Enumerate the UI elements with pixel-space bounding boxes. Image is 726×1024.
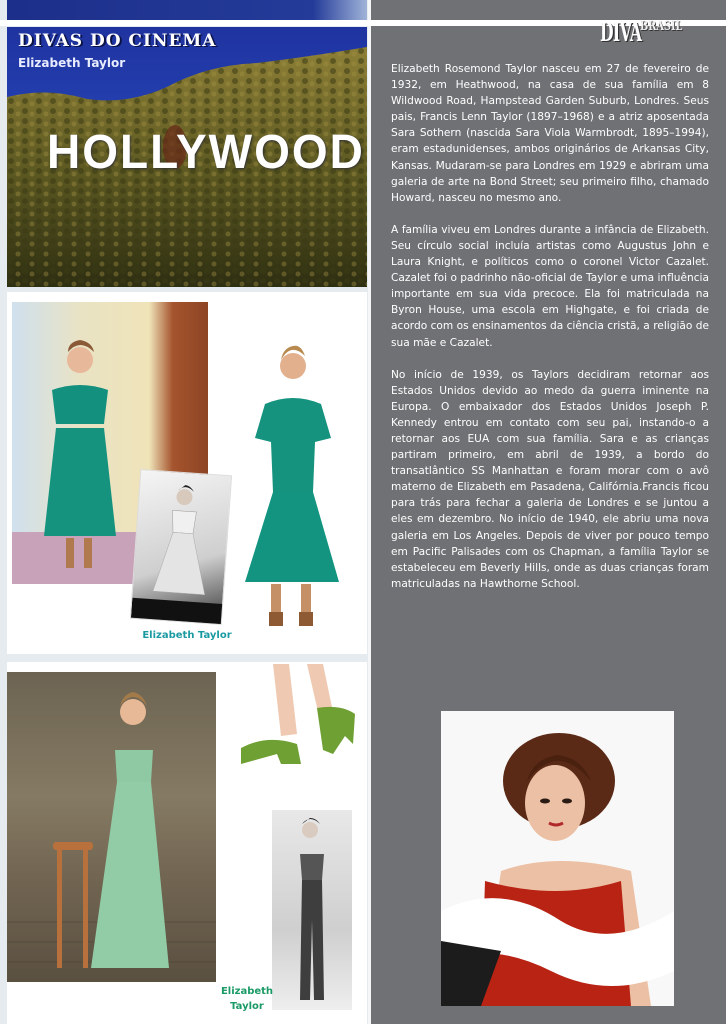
hollywood-sign: HOLLYWOOD: [47, 123, 365, 179]
outfit-panel-green: [7, 662, 367, 1024]
caption-line-1: Elizabeth: [220, 986, 274, 997]
article-paragraph: Elizabeth Rosemond Taylor nasceu em 27 de fevereiro de 1932, em Heathwood, na casa de sua família em 8 Wildwood Road, Hampstead Garden Suburb, Londres. Seus pais, Francis Lenn Taylor (1897–1968) e a atriz aposentada Sara Sothern (nascida Sara Viola Warmbrodt, 1895–1994), eram estadunidenses, ambos originários de Arkansas City, Kansas. Mudaram-se para Londres em 1929 e abriram uma galeria de arte na Bond Street; seu primeiro filho, chamado Howard, nasceu no mesmo ano.: [391, 63, 709, 204]
outfit-panel-teal: [7, 292, 367, 654]
model-figure-green: [7, 672, 216, 982]
vintage-jumpsuit-figure: [272, 810, 352, 1010]
article-paragraph: A família viveu em Londres durante a infância de Elizabeth. Seu círculo social incluía artistas como Augustus John e Laura Knight, e políticos como o coronel Victor Cazalet. Cazalet foi o padrinho não-oficial de Taylor e uma influência importante em sua vida precoce. Ela foi matriculada na Byron House, uma escola em Highgate, e foi criada de acordo com os ensinamentos da ciência cristã, a religião de sua mãe e Cazalet.: [391, 223, 709, 349]
hollywood-hero-image: [7, 27, 367, 287]
model-figure-back: [235, 342, 347, 642]
diva-brasil-logo: [600, 18, 700, 54]
vintage-white-dress-photo: [130, 469, 232, 625]
caption-line-2: Taylor: [230, 1001, 264, 1012]
portrait-illustration: [441, 711, 674, 1006]
elizabeth-taylor-portrait: [441, 711, 674, 1006]
logo-diva-text: DIVA: [600, 18, 642, 48]
photo-caption-2: [212, 984, 282, 1014]
green-platform-sandals-photo: [237, 664, 362, 779]
logo-brasil-text: BRASIL: [640, 19, 683, 34]
section-title: DIVAS DO CINEMA: [18, 31, 217, 51]
green-dress-photo: [7, 672, 216, 982]
vintage-jumpsuit-photo: [272, 810, 352, 1010]
sandals-illustration: [237, 664, 362, 779]
column-divider: [368, 0, 371, 1024]
article-paragraph: No início de 1939, os Taylors decidiram retornar aos Estados Unidos devido ao medo da guerra iminente na Europa. O embaixador dos Estados Unidos Joseph P. Kennedy entrou em contato com seu pai, instando-o a retornar aos EUA com sua família. Sara e as crianças partiram primeiro, em abril de 1939, a bordo do transatlântico SS Manhattan e foram morar com o avô materno de Elizabeth em Pasadena, Califórnia.Francis ficou para trás para fechar a galeria de Londres e se juntou a eles em dezembro. No início de 1940, ele abriu uma nova galeria em Los Angeles. Depois de viver por pouco tempo em Pacific Palisades com os Chapman, a família Taylor se estabeleceu em Beverly Hills, onde as duas crianças foram matriculadas na Hawthorne School.: [391, 368, 709, 590]
top-sky-strip: [7, 0, 367, 20]
biography-article: [391, 61, 709, 608]
vintage-figure: [131, 470, 232, 625]
photo-caption: Elizabeth Taylor: [142, 630, 232, 641]
hero-subtitle: Elizabeth Taylor: [18, 56, 126, 70]
teal-outfit-back-photo: [235, 342, 347, 642]
